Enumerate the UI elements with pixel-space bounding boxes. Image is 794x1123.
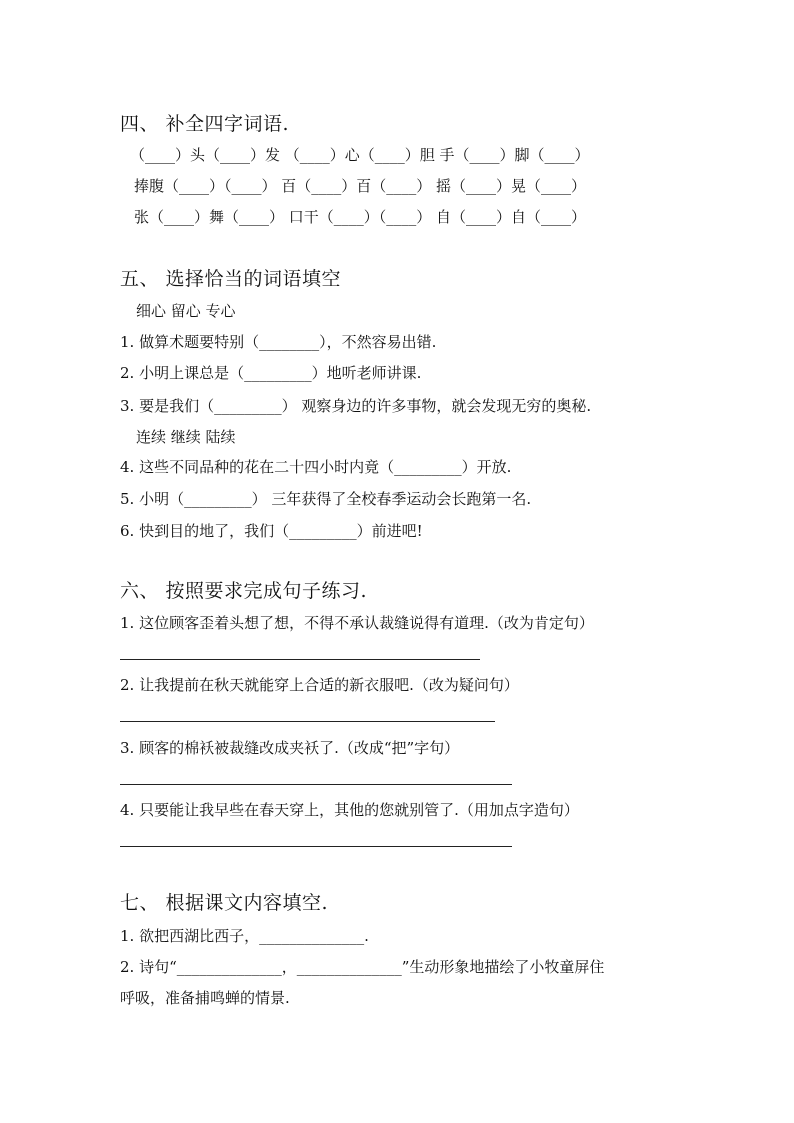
fill-item-1: 1. 做算术题要特别（________），不然容易出错. <box>120 333 437 351</box>
recall-item-2-line-2: 呼吸，准备捕鸣蝉的情景. <box>120 989 290 1007</box>
section-5-title: 五、 选择恰当的词语填空 <box>120 268 342 290</box>
sentence-item-3: 3. 顾客的棉袄被裁缝改成夹袄了.（改成“把”字句） <box>120 739 460 757</box>
fill-item-6: 6. 快到目的地了，我们（_________）前进吧! <box>120 522 423 540</box>
answer-line-2[interactable] <box>120 721 495 722</box>
fill-item-5: 5. 小明（_________） 三年获得了全校春季运动会长跑第一名. <box>120 490 532 508</box>
sentence-item-2: 2. 让我提前在秋天就能穿上合适的新衣服吧.（改为疑问句） <box>120 676 519 694</box>
answer-line-1[interactable] <box>120 659 480 660</box>
section-4-row-1: （____）头（____）发 （____）心（____）胆 手（____）脚（____） <box>130 146 590 164</box>
word-bank-1: 细心 留心 专心 <box>136 302 236 320</box>
word-bank-2: 连续 继续 陆续 <box>136 428 236 446</box>
section-4-row-3: 张（____）舞（____） 口干（____）（____） 自（____）自（____） <box>134 208 587 226</box>
section-4-row-2: 捧腹（____）（____） 百（____）百（____） 摇（____）晃（____） <box>134 177 587 195</box>
fill-item-3: 3. 要是我们（_________） 观察身边的许多事物，就会发现无穷的奥秘. <box>120 397 592 415</box>
section-7-title: 七、 根据课文内容填空. <box>120 892 329 914</box>
answer-line-4[interactable] <box>120 846 512 847</box>
section-6-title: 六、 按照要求完成句子练习. <box>120 580 368 602</box>
fill-item-2: 2. 小明上课总是（_________）地听老师讲课. <box>120 364 422 382</box>
answer-line-3[interactable] <box>120 784 512 785</box>
recall-item-1: 1. 欲把西湖比西子，______________. <box>120 927 369 945</box>
sentence-item-4: 4. 只要能让我早些在春天穿上，其他的您就别管了.（用加点字造句） <box>120 801 579 819</box>
fill-item-4: 4. 这些不同品种的花在二十四小时内竟（_________）开放. <box>120 458 512 476</box>
recall-item-2-line-1: 2. 诗句“______________，______________”生动形象地描绘了小牧童屏住 <box>120 958 605 976</box>
section-4-title: 四、 补全四字词语. <box>120 113 290 135</box>
sentence-item-1: 1. 这位顾客歪着头想了想，不得不承认裁缝说得有道理.（改为肯定句） <box>120 614 594 632</box>
